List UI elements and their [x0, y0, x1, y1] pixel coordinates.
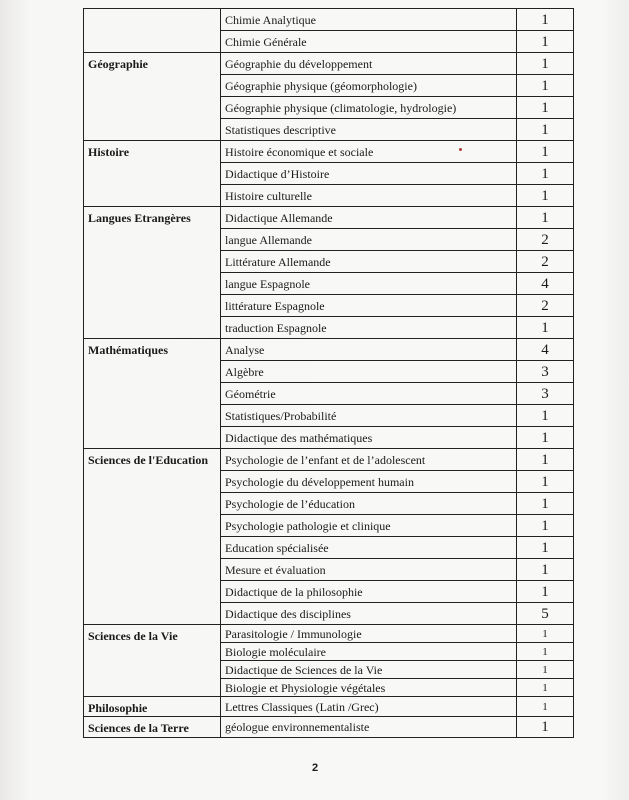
subject-cell: Didactique de la philosophie — [221, 581, 517, 603]
subject-cell: littérature Espagnole — [221, 295, 517, 317]
table-row — [84, 141, 574, 163]
count-cell: 1 — [517, 661, 574, 679]
count-cell: 4 — [517, 339, 574, 361]
subject-cell: Histoire culturelle — [221, 185, 517, 207]
subject-cell: Education spécialisée — [221, 537, 517, 559]
count-cell: 1 — [517, 449, 574, 471]
count-cell: 1 — [517, 559, 574, 581]
table-row — [84, 449, 574, 471]
domain-cell: Langues Etrangères — [84, 207, 221, 339]
count-cell: 3 — [517, 383, 574, 405]
table-row — [84, 339, 574, 361]
domain-cell — [84, 9, 221, 53]
domain-cell: Sciences de la Terre — [84, 717, 221, 738]
count-cell: 1 — [517, 537, 574, 559]
subject-cell: Littérature Allemande — [221, 251, 517, 273]
subject-cell: Psychologie de l’enfant et de l’adolescent — [221, 449, 517, 471]
subject-cell: Histoire économique et sociale — [221, 141, 517, 163]
count-cell: 1 — [517, 141, 574, 163]
subject-cell: langue Espagnole — [221, 273, 517, 295]
count-cell: 1 — [517, 515, 574, 537]
subject-cell: Géographie du développement — [221, 53, 517, 75]
count-cell: 1 — [517, 75, 574, 97]
count-cell: 1 — [517, 185, 574, 207]
count-cell: 4 — [517, 273, 574, 295]
page-number: 2 — [311, 762, 319, 774]
subject-cell: Didactique des mathématiques — [221, 427, 517, 449]
count-cell: 1 — [517, 427, 574, 449]
subject-cell: Géographie physique (climatologie, hydrologie) — [221, 97, 517, 119]
table-row — [84, 625, 574, 643]
subject-cell: traduction Espagnole — [221, 317, 517, 339]
subject-cell: Lettres Classiques (Latin /Grec) — [221, 697, 517, 717]
count-cell: 1 — [517, 405, 574, 427]
table-row — [84, 717, 574, 738]
subject-cell: Didactique de Sciences de la Vie — [221, 661, 517, 679]
count-cell: 1 — [517, 697, 574, 717]
count-cell: 2 — [517, 295, 574, 317]
count-cell: 1 — [517, 471, 574, 493]
count-cell: 3 — [517, 361, 574, 383]
subject-cell: langue Allemande — [221, 229, 517, 251]
subject-cell: Parasitologie / Immunologie — [221, 625, 517, 643]
domain-cell: Histoire — [84, 141, 221, 207]
table-row — [84, 697, 574, 717]
count-cell: 1 — [517, 97, 574, 119]
positions-table — [83, 8, 574, 738]
domain-cell: Géographie — [84, 53, 221, 141]
count-cell: 2 — [517, 229, 574, 251]
table-row — [84, 207, 574, 229]
domain-cell: Sciences de la Vie — [84, 625, 221, 697]
subject-cell: Algèbre — [221, 361, 517, 383]
subject-cell: géologue environnementaliste — [221, 717, 517, 738]
table-row — [84, 53, 574, 75]
subject-cell: Didactique d’Histoire — [221, 163, 517, 185]
count-cell: 1 — [517, 317, 574, 339]
subject-cell: Didactique des disciplines — [221, 603, 517, 625]
domain-cell: Mathématiques — [84, 339, 221, 449]
subject-cell: Chimie Analytique — [221, 9, 517, 31]
domain-cell: Sciences de l'Education — [84, 449, 221, 625]
subject-cell: Psychologie de l’éducation — [221, 493, 517, 515]
count-cell: 2 — [517, 251, 574, 273]
count-cell: 1 — [517, 9, 574, 31]
count-cell: 5 — [517, 603, 574, 625]
subject-cell: Psychologie du développement humain — [221, 471, 517, 493]
count-cell: 1 — [517, 625, 574, 643]
positions-table-body — [84, 9, 574, 738]
subject-cell: Statistiques/Probabilité — [221, 405, 517, 427]
count-cell: 1 — [517, 163, 574, 185]
count-cell: 1 — [517, 581, 574, 603]
subject-cell: Statistiques descriptive — [221, 119, 517, 141]
subject-cell: Chimie Générale — [221, 31, 517, 53]
count-cell: 1 — [517, 31, 574, 53]
subject-cell: Mesure et évaluation — [221, 559, 517, 581]
count-cell: 1 — [517, 717, 574, 738]
subject-cell: Psychologie pathologie et clinique — [221, 515, 517, 537]
subject-cell: Didactique Allemande — [221, 207, 517, 229]
count-cell: 1 — [517, 119, 574, 141]
count-cell: 1 — [517, 493, 574, 515]
subject-cell: Biologie moléculaire — [221, 643, 517, 661]
count-cell: 1 — [517, 679, 574, 697]
ink-mark — [459, 148, 462, 151]
count-cell: 1 — [517, 53, 574, 75]
subject-cell: Géométrie — [221, 383, 517, 405]
subject-cell: Biologie et Physiologie végétales — [221, 679, 517, 697]
subject-cell: Géographie physique (géomorphologie) — [221, 75, 517, 97]
count-cell: 1 — [517, 643, 574, 661]
subject-cell: Analyse — [221, 339, 517, 361]
count-cell: 1 — [517, 207, 574, 229]
table-row — [84, 9, 574, 31]
domain-cell: Philosophie — [84, 697, 221, 717]
